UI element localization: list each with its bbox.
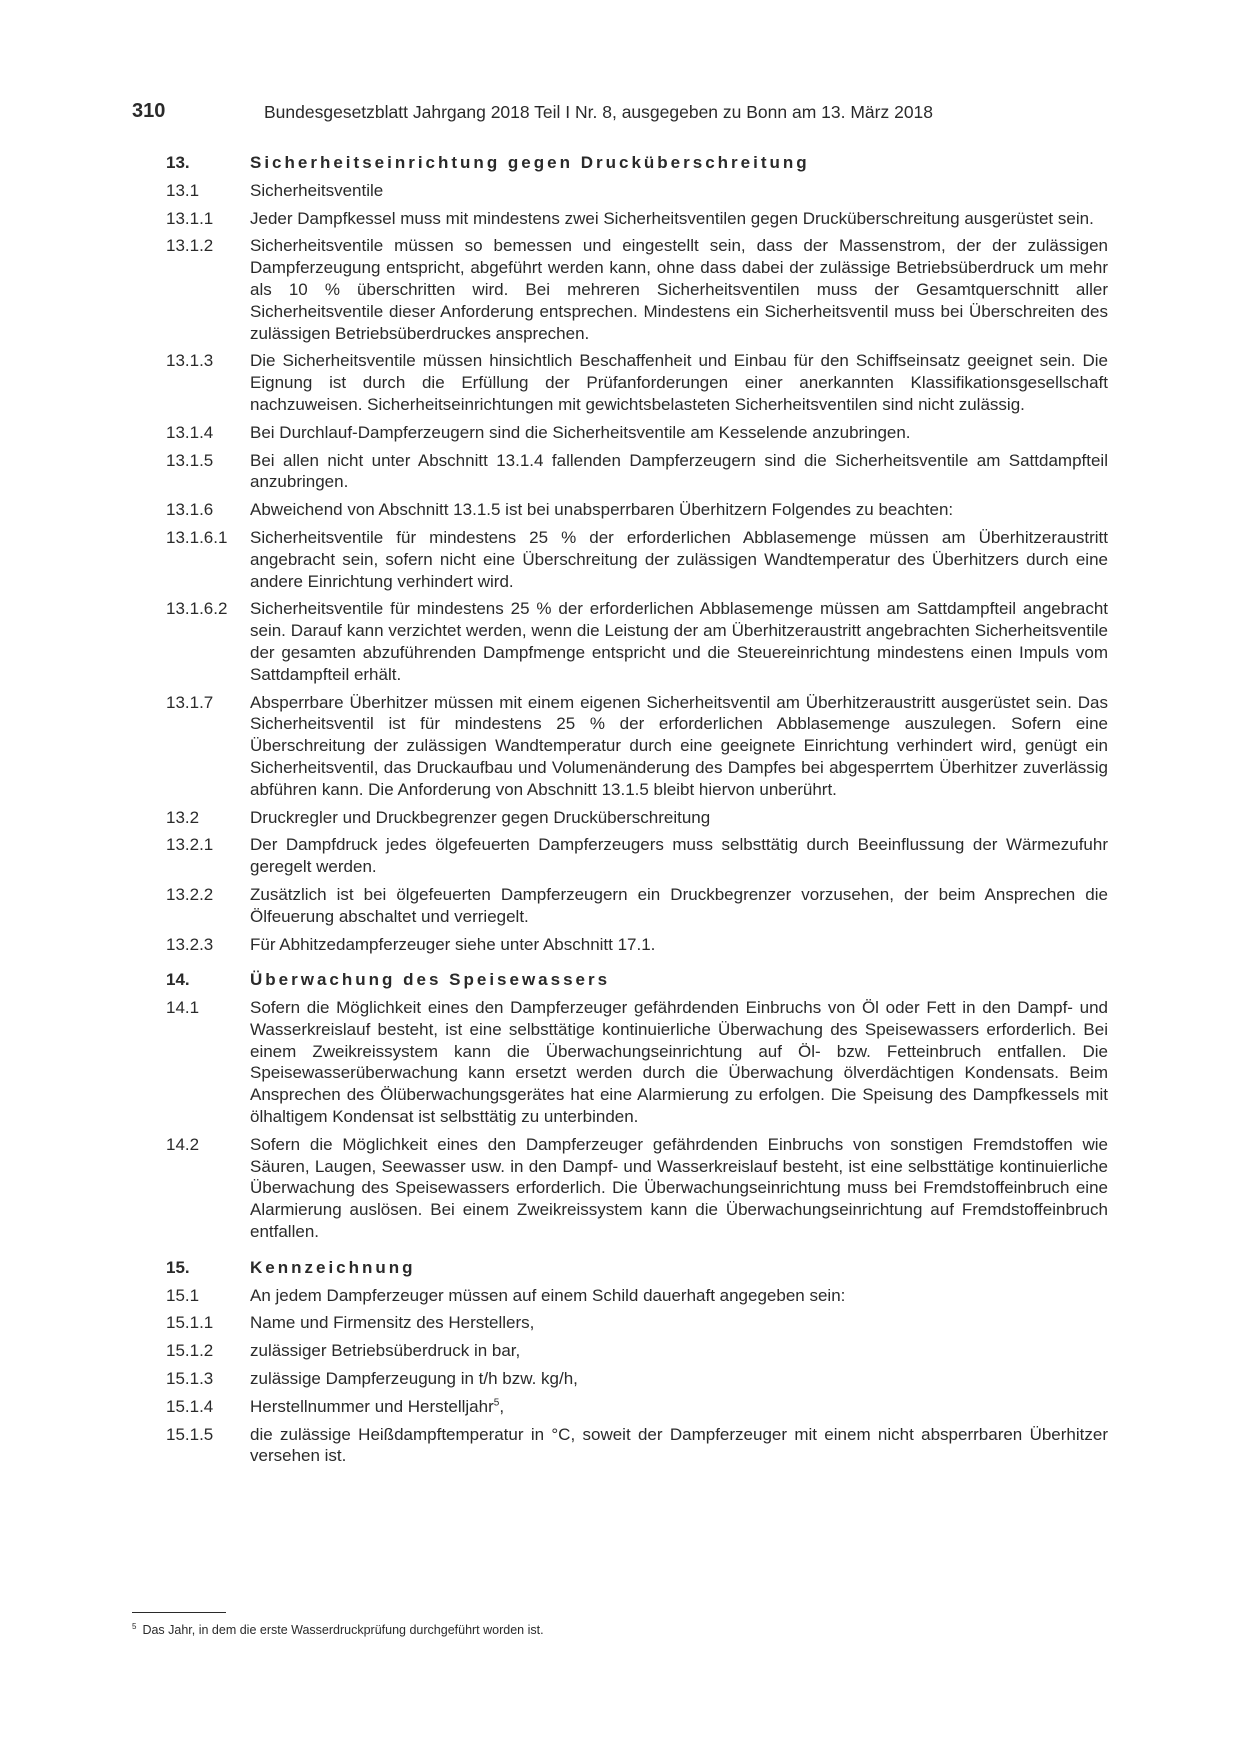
clause-number: 13.1.6	[166, 500, 214, 520]
footnote-divider	[132, 1612, 226, 1613]
clause-text	[250, 235, 1108, 344]
clause	[166, 499, 1108, 521]
running-header-title: Bundesgesetzblatt Jahrgang 2018 Teil I Nr. 8, ausgegeben zu Bonn am 13. März 2018	[264, 102, 934, 122]
clause-number: 13.1.6.1	[166, 527, 228, 547]
clause-number: 14.	[166, 970, 190, 990]
footnote-text: Das Jahr, in dem die erste Wasserdruckprüfung durchgeführt worden ist.	[142, 1623, 544, 1637]
clause-text	[250, 422, 1108, 444]
section-heading	[166, 1257, 1108, 1279]
clause-number: 14.1	[166, 998, 200, 1018]
clause-number: 13.1	[166, 180, 200, 200]
clause-text	[250, 1134, 1108, 1243]
clause-text	[250, 934, 1108, 956]
clause-text-body: Zusätzlich ist bei ölgefeuerten Dampferzeugern ein Druckbegrenzer vorzusehen, der beim Ansprechen die Ölfeuerung abschaltet und verriegelt.	[250, 884, 1108, 926]
clause-text	[250, 350, 1108, 415]
clause-text	[250, 1285, 1108, 1307]
clause-number: 15.1.1	[166, 1313, 214, 1333]
clause-number: 13.1.5	[166, 450, 214, 470]
section-title	[250, 969, 1108, 991]
clause-text-body: Abweichend von Abschnitt 13.1.5 ist bei unabsperrbaren Überhitzern Folgendes zu beachten:	[250, 500, 954, 520]
clause-text-body: Sicherheitsventile für mindestens 25 % der erforderlichen Abblasemenge müssen am Sattdampfteil angebracht sein. Darauf kann verzichtet werden, wenn die Leistung der am Überhitzeraustritt angebrachten Sicherheitsventile der gesamten abzuführenden Dampfmenge entspricht und die Steuereinrichtung mindestens einen Impuls vom Sattdampfteil erhält.	[250, 599, 1108, 684]
clause	[166, 997, 1108, 1128]
clause	[166, 598, 1108, 685]
clause	[166, 422, 1108, 444]
clause-number: 14.2	[166, 1134, 200, 1154]
clause-text-body: Jeder Dampfkessel muss mit mindestens zwei Sicherheitsventilen gegen Drucküberschreitung ausgerüstet sein.	[250, 208, 1094, 228]
page-header	[132, 100, 1112, 128]
clause-text-body: Sicherheitsventile für mindestens 25 % der erforderlichen Abblasemenge müssen am Überhitzeraustritt angebracht sein, sofern nicht eine Überschreitung der zulässigen Wandtemperatur des Überhitzers durch eine andere Einrichtung verhindert wird.	[250, 527, 1108, 591]
clause-number: 13.1.4	[166, 422, 214, 442]
section-heading	[166, 969, 1108, 991]
clause-text	[250, 1396, 1108, 1418]
section-title	[250, 152, 1108, 174]
clause	[166, 692, 1108, 801]
clause-text-body: Sofern die Möglichkeit eines den Dampferzeuger gefährdenden Einbruchs von sonstigen Fremdstoffen wie Säuren, Laugen, Seewasser usw. in den Dampf- und Wasserkreislauf besteht, ist eine selbsttätige kontinuierliche Überwachung des Speisewassers erforderlich. Die Überwachungseinrichtung muss bei Fremdstoffeinbruch eine Alarmierung auslösen. Bei einem Zweikreissystem kann die Überwachungseinrichtung auf Fremdstoffeinbruch entfallen.	[250, 1134, 1108, 1242]
clause-number: 15.1.2	[166, 1341, 214, 1361]
clause-text-body: Kennzeichnung	[250, 1257, 416, 1277]
clause	[166, 180, 1108, 202]
clause	[166, 884, 1108, 928]
clause-text	[250, 1368, 1108, 1390]
clause-text	[250, 807, 1108, 829]
footnote	[132, 1622, 1032, 1638]
clause	[166, 1396, 1108, 1418]
clause-number: 13.2	[166, 807, 200, 827]
clause	[166, 1285, 1108, 1307]
clause	[166, 1340, 1108, 1362]
clause	[166, 350, 1108, 415]
clause	[166, 208, 1108, 230]
clause-number: 13.2.3	[166, 934, 214, 954]
clause-text-body: Bei allen nicht unter Abschnitt 13.1.4 fallenden Dampferzeugern sind die Sicherheitsventile am Sattdampfteil anzubringen.	[250, 450, 1108, 492]
clause	[166, 1424, 1108, 1468]
clause-text	[250, 884, 1108, 928]
clause-number: 15.1.4	[166, 1396, 214, 1416]
clause-text-body: Sicherheitseinrichtung gegen Drucküberschreitung	[250, 153, 810, 172]
clause-number: 13.	[166, 153, 190, 172]
clause	[166, 527, 1108, 592]
clause-text-body: Überwachung des Speisewassers	[250, 970, 611, 990]
clause-text	[250, 834, 1108, 878]
clause-text-body: Absperrbare Überhitzer müssen mit einem eigenen Sicherheitsventil am Überhitzeraustritt ausgerüstet sein. Das Sicherheitsventil ist für mindestens 25 % der erforderlichen Abblasemenge auszulegen. Sofern eine Überschreitung der zulässigen Wandtemperatur durch eine geeignete Einrichtung verhindert wird, genügt ein Sicherheitsventil, das Druckaufbau und Volumenänderung des Dampfes bei abgesperrtem Überhitzer zuverlässig abführen kann. Die Anforderung von Abschnitt 13.1.5 bleibt hiervon unberührt.	[250, 692, 1108, 799]
clause-text-body: Bei Durchlauf-Dampferzeugern sind die Sicherheitsventile am Kesselende anzubringen.	[250, 422, 911, 442]
clause-text	[250, 527, 1108, 592]
clause-number: 15.1	[166, 1285, 200, 1305]
clause-text-body: Sofern die Möglichkeit eines den Dampferzeuger gefährdenden Einbruchs von Öl oder Fett in den Dampf- und Wasserkreislauf besteht, ist eine selbsttätige kontinuierliche Überwachung des Speisewassers erforderlich. Bei einem Zweikreissystem kann die Überwachungseinrichtung auf Öl- bzw. Fetteinbruch entfallen. Die Speisewasserüberwachung kann ersetzt werden durch die Überwachung ölverdächtigen Kondensats. Beim Ansprechen des Ölüberwachungsgerätes hat eine Alarmierung zu erfolgen. Die Speisung des Dampfkessels mit ölhaltigem Kondensat ist selbsttätig zu unterbinden.	[250, 998, 1108, 1127]
clause-text	[250, 208, 1108, 230]
clause-number: 13.2.2	[166, 884, 214, 904]
clause-text-body: Herstellnummer und Herstelljahr	[250, 1396, 494, 1416]
clause-text	[250, 1312, 1108, 1334]
clause-text-body: zulässiger Betriebsüberdruck in bar,	[250, 1341, 521, 1361]
section-heading	[166, 152, 1108, 174]
footnote-mark: 5	[132, 1621, 137, 1631]
clause-text-body: Für Abhitzedampferzeuger siehe unter Abschnitt 17.1.	[250, 934, 656, 954]
clause-text-body: Sicherheitsventile	[250, 180, 384, 200]
clause-text-body: die zulässige Heißdampftemperatur in °C, soweit der Dampferzeuger mit einem nicht absperrbaren Überhitzer versehen ist.	[250, 1424, 1108, 1466]
clause-text	[250, 450, 1108, 494]
clause	[166, 834, 1108, 878]
section-title	[250, 1257, 1108, 1279]
clause-text	[250, 692, 1108, 801]
clause-text-body: zulässige Dampferzeugung in t/h bzw. kg/h,	[250, 1369, 578, 1389]
clause	[166, 807, 1108, 829]
footnote-reference: 5	[493, 1397, 500, 1409]
clause-text-body: Druckregler und Druckbegrenzer gegen Drucküberschreitung	[250, 807, 711, 827]
clause-number: 13.2.1	[166, 835, 214, 855]
clause-text	[250, 1424, 1108, 1468]
clause	[166, 1312, 1108, 1334]
clause-number: 13.1.2	[166, 236, 214, 256]
clause-number: 13.1.7	[166, 692, 214, 712]
clause-text-suffix: ,	[499, 1396, 505, 1416]
clause-text	[250, 499, 1108, 521]
page-number: 310	[132, 100, 166, 122]
clause	[166, 1368, 1108, 1390]
clause-text-body: Name und Firmensitz des Herstellers,	[250, 1313, 535, 1333]
clause-number: 13.1.1	[166, 208, 214, 228]
clause-text-body: Die Sicherheitsventile müssen hinsichtlich Beschaffenheit und Einbau für den Schiffseinsatz geeignet sein. Die Eignung ist durch die Erfüllung der Prüfanforderungen einer anerkannten Klassifikationsgesellschaft nachzuweisen. Sicherheitseinrichtungen mit gewichtsbelasteten Sicherheitsventilen sind nicht zulässig.	[250, 351, 1108, 414]
document-body	[166, 152, 1108, 1467]
clause	[166, 934, 1108, 956]
clause-number: 15.1.3	[166, 1369, 214, 1389]
clause-number: 15.1.5	[166, 1424, 214, 1444]
clause-number: 13.1.3	[166, 351, 214, 371]
clause-text	[250, 598, 1108, 685]
clause-text-body: Der Dampfdruck jedes ölgefeuerten Dampferzeugers muss selbsttätig durch Beeinflussung der Wärmezufuhr geregelt werden.	[250, 835, 1108, 877]
clause-text	[250, 1340, 1108, 1362]
clause-text	[250, 997, 1108, 1128]
clause	[166, 450, 1108, 494]
clause-number: 15.	[166, 1257, 190, 1277]
clause-number: 13.1.6.2	[166, 599, 228, 619]
clause-text	[250, 180, 1108, 202]
clause-text-body: An jedem Dampferzeuger müssen auf einem Schild dauerhaft angegeben sein:	[250, 1285, 846, 1305]
clause-text-body: Sicherheitsventile müssen so bemessen und eingestellt sein, dass der Massenstrom, der der zulässigen Dampferzeugung entspricht, abgeführt werden kann, ohne dass dabei der zulässige Betriebsüberdruck um mehr als 10 % überschritten wird. Bei mehreren Sicherheitsventilen muss der Gesamtquerschnitt aller Sicherheitsventile dieser Anforderung entsprechen. Mindestens ein Sicherheitsventil muss bei Überschreiten des zulässigen Betriebsüberdruckes ansprechen.	[250, 236, 1108, 343]
clause	[166, 235, 1108, 344]
clause	[166, 1134, 1108, 1243]
